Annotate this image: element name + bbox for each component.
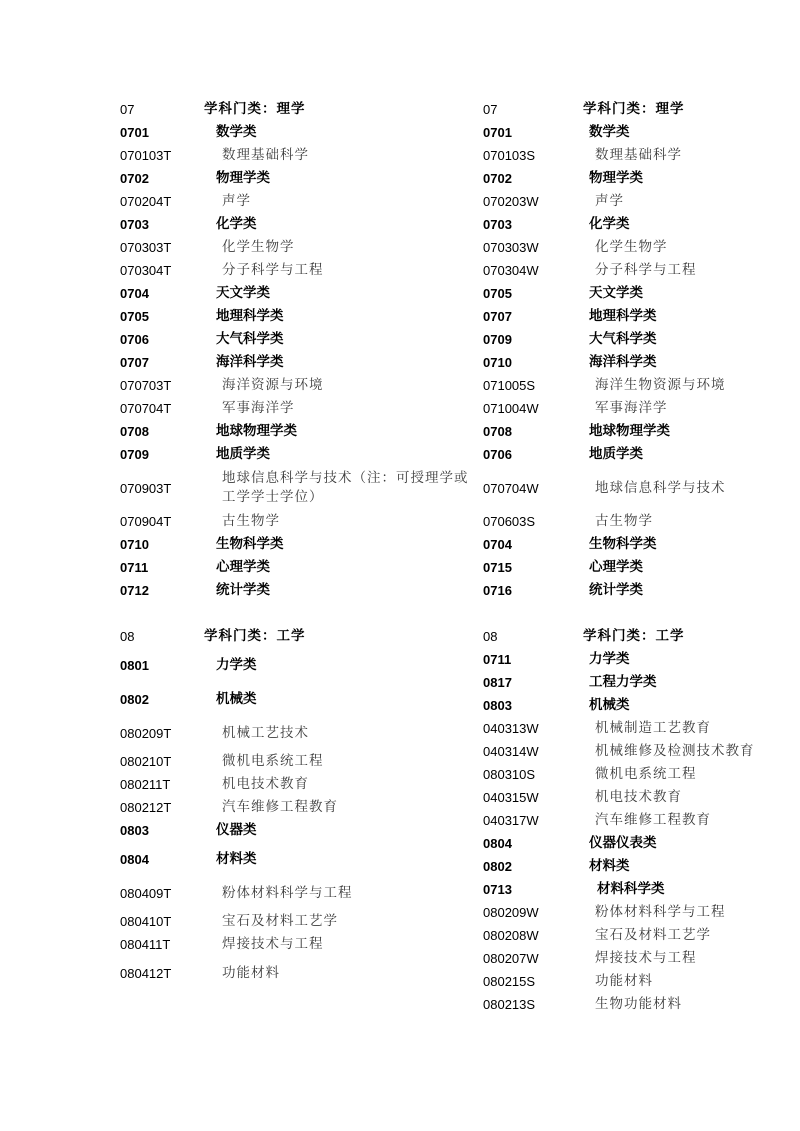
code-cell: 0710 — [120, 537, 149, 552]
name-cell: 声学 — [595, 193, 624, 209]
name-cell: 机电技术教育 — [595, 789, 682, 805]
name-cell: 学科门类：理学 — [583, 101, 685, 117]
name-cell: 粉体材料科学与工程 — [595, 904, 726, 920]
code-cell: 0704 — [120, 286, 149, 301]
category-row — [483, 121, 783, 144]
code-cell: 071004W — [483, 401, 539, 416]
code-cell: 0709 — [120, 447, 149, 462]
name-cell: 材料类 — [589, 858, 630, 874]
major-row — [120, 259, 470, 282]
category-row — [120, 579, 470, 602]
code-cell: 08 — [483, 629, 498, 644]
category-row — [483, 533, 783, 556]
category-row — [483, 556, 783, 579]
category-row — [120, 305, 470, 328]
major-row — [120, 796, 470, 819]
category-row — [120, 420, 470, 443]
code-cell: 0707 — [120, 355, 149, 370]
code-cell: 0706 — [483, 447, 512, 462]
code-cell: 070304T — [120, 263, 172, 278]
code-cell: 080410T — [120, 914, 172, 929]
code-cell: 070303T — [120, 240, 172, 255]
name-cell: 天文学类 — [589, 285, 643, 301]
name-cell: 地球物理学类 — [589, 423, 670, 439]
name-cell: 统计学类 — [589, 582, 643, 598]
code-cell: 040317W — [483, 813, 539, 828]
name-cell: 机械类 — [589, 697, 630, 713]
code-cell: 0711 — [483, 652, 512, 667]
major-row — [483, 144, 783, 167]
code-cell: 070704W — [483, 480, 539, 496]
category-row — [120, 121, 470, 144]
major-row — [483, 397, 783, 420]
name-cell: 数学类 — [589, 124, 630, 140]
name-cell: 统计学类 — [216, 582, 270, 598]
name-cell: 工程力学类 — [589, 674, 657, 690]
code-cell: 0704 — [483, 537, 512, 552]
name-cell: 化学生物学 — [595, 239, 668, 255]
code-cell: 080210T — [120, 754, 172, 769]
category-row — [120, 328, 470, 351]
name-cell: 宝石及材料工艺学 — [595, 927, 711, 943]
name-cell: 功能材料 — [595, 973, 653, 989]
category-row — [120, 213, 470, 236]
code-cell: 0803 — [483, 698, 512, 713]
category-row — [120, 819, 470, 842]
category-row — [120, 842, 470, 876]
category-row — [483, 328, 783, 351]
name-cell: 汽车维修工程教育 — [222, 799, 338, 815]
name-cell: 学科门类：工学 — [204, 628, 306, 644]
code-cell: 070303W — [483, 240, 539, 255]
name-cell: 机械维修及检测技术教育 — [595, 743, 755, 759]
name-cell: 学科门类：工学 — [583, 628, 685, 644]
major-row — [120, 236, 470, 259]
category-row — [483, 282, 783, 305]
code-cell: 070603S — [483, 514, 536, 529]
name-cell: 微机电系统工程 — [222, 753, 324, 769]
major-row — [483, 924, 783, 947]
name-cell: 数理基础科学 — [595, 147, 682, 163]
category-row — [120, 533, 470, 556]
name-cell: 焊接技术与工程 — [222, 936, 324, 952]
major-row — [483, 763, 783, 786]
name-cell: 机械工艺技术 — [222, 724, 309, 741]
name-cell: 天文学类 — [216, 285, 270, 301]
name-cell: 宝石及材料工艺学 — [222, 913, 338, 929]
category-row — [120, 682, 470, 716]
major-row — [120, 956, 470, 990]
major-row — [120, 190, 470, 213]
code-cell: 0709 — [483, 332, 512, 347]
category-row — [483, 213, 783, 236]
name-cell: 材料类 — [216, 850, 257, 867]
name-cell: 物理学类 — [216, 170, 270, 186]
code-cell: 070704T — [120, 401, 172, 416]
category-row — [483, 671, 783, 694]
category-row — [483, 832, 783, 855]
name-cell: 心理学类 — [216, 559, 270, 575]
major-row — [483, 740, 783, 763]
name-cell: 化学类 — [589, 216, 630, 232]
category-row — [120, 648, 470, 682]
code-cell: 0712 — [120, 583, 149, 598]
code-cell: 080209T — [120, 725, 172, 741]
code-cell: 0802 — [483, 859, 512, 874]
major-row — [120, 144, 470, 167]
name-cell: 仪器仪表类 — [589, 835, 657, 851]
code-cell: 0817 — [483, 675, 512, 690]
code-cell: 080209W — [483, 905, 539, 920]
code-cell: 0703 — [483, 217, 512, 232]
code-cell: 0701 — [483, 125, 512, 140]
major-row — [120, 910, 470, 933]
major-row — [483, 947, 783, 970]
major-row — [120, 933, 470, 956]
name-cell: 化学生物学 — [222, 239, 295, 255]
major-row — [120, 773, 470, 796]
name-cell: 古生物学 — [222, 513, 280, 529]
name-cell: 粉体材料科学与工程 — [222, 884, 353, 901]
name-cell: 军事海洋学 — [595, 400, 668, 416]
code-cell: 040315W — [483, 790, 539, 805]
code-cell: 0804 — [120, 851, 149, 867]
major-row — [483, 809, 783, 832]
discipline-header — [483, 625, 783, 648]
code-cell: 071005S — [483, 378, 536, 393]
code-cell: 0716 — [483, 583, 512, 598]
discipline-header — [483, 98, 783, 121]
code-cell: 070103T — [120, 148, 172, 163]
name-cell: 数理基础科学 — [222, 147, 309, 163]
name-cell: 分子科学与工程 — [595, 262, 697, 278]
name-cell: 声学 — [222, 193, 251, 209]
name-cell: 海洋生物资源与环境 — [595, 377, 726, 393]
name-cell: 地理科学类 — [216, 308, 284, 324]
name-cell: 地球信息科学与技术 — [595, 479, 726, 496]
name-cell: 地质学类 — [589, 446, 643, 462]
name-cell: 物理学类 — [589, 170, 643, 186]
name-cell: 机电技术教育 — [222, 776, 309, 792]
code-cell: 0802 — [120, 691, 149, 707]
category-row — [120, 443, 470, 466]
category-row — [483, 648, 783, 671]
code-cell: 040314W — [483, 744, 539, 759]
code-cell: 070204T — [120, 194, 172, 209]
name-cell: 微机电系统工程 — [595, 766, 697, 782]
code-cell: 0702 — [483, 171, 512, 186]
code-cell: 070103S — [483, 148, 536, 163]
category-row — [120, 167, 470, 190]
name-cell: 海洋科学类 — [589, 354, 657, 370]
major-row — [483, 236, 783, 259]
name-cell: 心理学类 — [589, 559, 643, 575]
name-cell: 地球信息科学与技术（注：可授理学或工学学士学位） — [222, 470, 469, 505]
major-row — [483, 786, 783, 809]
code-cell: 07 — [483, 102, 498, 117]
name-cell: 海洋资源与环境 — [222, 377, 324, 393]
major-row — [483, 970, 783, 993]
code-cell: 040313W — [483, 721, 539, 736]
code-cell: 080409T — [120, 885, 172, 901]
name-cell: 化学类 — [216, 216, 257, 232]
discipline-header — [120, 625, 470, 648]
code-cell: 0708 — [120, 424, 149, 439]
code-cell: 0705 — [120, 309, 149, 324]
category-row — [483, 878, 783, 901]
major-row — [120, 510, 470, 533]
name-cell: 材料科学类 — [597, 881, 665, 897]
code-cell: 080411T — [120, 937, 171, 952]
code-cell: 0707 — [483, 309, 512, 324]
category-row — [120, 556, 470, 579]
major-row — [483, 510, 783, 533]
name-cell: 大气科学类 — [589, 331, 657, 347]
code-cell: 0801 — [120, 657, 149, 673]
major-row — [120, 397, 470, 420]
name-cell: 力学类 — [589, 651, 630, 667]
name-cell: 机械制造工艺教育 — [595, 720, 711, 736]
major-row — [120, 374, 470, 397]
name-cell: 生物科学类 — [216, 536, 284, 552]
code-cell: 08 — [120, 629, 135, 644]
code-cell: 0701 — [120, 125, 149, 140]
code-cell: 0703 — [120, 217, 149, 232]
major-row — [120, 466, 470, 510]
name-cell: 生物科学类 — [589, 536, 657, 552]
name-cell: 生物功能材料 — [595, 996, 682, 1012]
category-row — [483, 579, 783, 602]
name-cell: 分子科学与工程 — [222, 262, 324, 278]
major-row — [120, 750, 470, 773]
name-cell: 地质学类 — [216, 446, 270, 462]
major-row — [483, 901, 783, 924]
name-cell: 汽车维修工程教育 — [595, 812, 711, 828]
name-cell: 仪器类 — [216, 822, 257, 838]
code-cell: 080213S — [483, 997, 536, 1012]
code-cell: 0702 — [120, 171, 149, 186]
name-cell: 地球物理学类 — [216, 423, 297, 439]
code-cell: 080310S — [483, 767, 536, 782]
name-cell: 力学类 — [216, 656, 257, 673]
code-cell: 080208W — [483, 928, 539, 943]
left-column — [120, 98, 470, 990]
name-cell: 机械类 — [216, 690, 257, 707]
code-cell: 07 — [120, 102, 135, 117]
category-row — [483, 305, 783, 328]
code-cell: 0708 — [483, 424, 512, 439]
code-cell: 0804 — [483, 836, 512, 851]
code-cell: 070304W — [483, 263, 539, 278]
category-row — [483, 443, 783, 466]
code-cell: 0713 — [483, 882, 512, 897]
code-cell: 080207W — [483, 951, 539, 966]
name-cell: 焊接技术与工程 — [595, 950, 697, 966]
code-cell: 080211T — [120, 777, 171, 792]
name-cell: 数学类 — [216, 124, 257, 140]
code-cell: 070203W — [483, 194, 539, 209]
code-cell: 0705 — [483, 286, 512, 301]
category-row — [483, 694, 783, 717]
discipline-header — [120, 98, 470, 121]
major-row — [483, 993, 783, 1016]
major-row — [120, 716, 470, 750]
name-cell: 军事海洋学 — [222, 400, 295, 416]
code-cell: 0710 — [483, 355, 512, 370]
code-cell: 0803 — [120, 823, 149, 838]
code-cell: 080215S — [483, 974, 536, 989]
name-cell: 地理科学类 — [589, 308, 657, 324]
right-column — [483, 98, 783, 1016]
major-row — [483, 259, 783, 282]
code-cell: 080212T — [120, 800, 172, 815]
category-row — [483, 351, 783, 374]
code-cell: 0711 — [120, 560, 149, 575]
major-row — [120, 876, 470, 910]
name-cell: 功能材料 — [222, 964, 280, 981]
code-cell: 070703T — [120, 378, 172, 393]
code-cell: 080412T — [120, 965, 172, 981]
name-cell: 海洋科学类 — [216, 354, 284, 370]
major-row — [483, 374, 783, 397]
code-cell: 0706 — [120, 332, 149, 347]
category-row — [483, 855, 783, 878]
code-cell: 0715 — [483, 560, 512, 575]
name-cell: 古生物学 — [595, 513, 653, 529]
major-row — [483, 466, 783, 510]
category-row — [483, 167, 783, 190]
category-row — [483, 420, 783, 443]
name-cell: 大气科学类 — [216, 331, 284, 347]
major-row — [483, 190, 783, 213]
code-cell: 070903T — [120, 480, 172, 496]
category-row — [120, 351, 470, 374]
code-cell: 070904T — [120, 514, 172, 529]
major-row — [483, 717, 783, 740]
category-row — [120, 282, 470, 305]
name-cell: 学科门类：理学 — [204, 101, 306, 117]
